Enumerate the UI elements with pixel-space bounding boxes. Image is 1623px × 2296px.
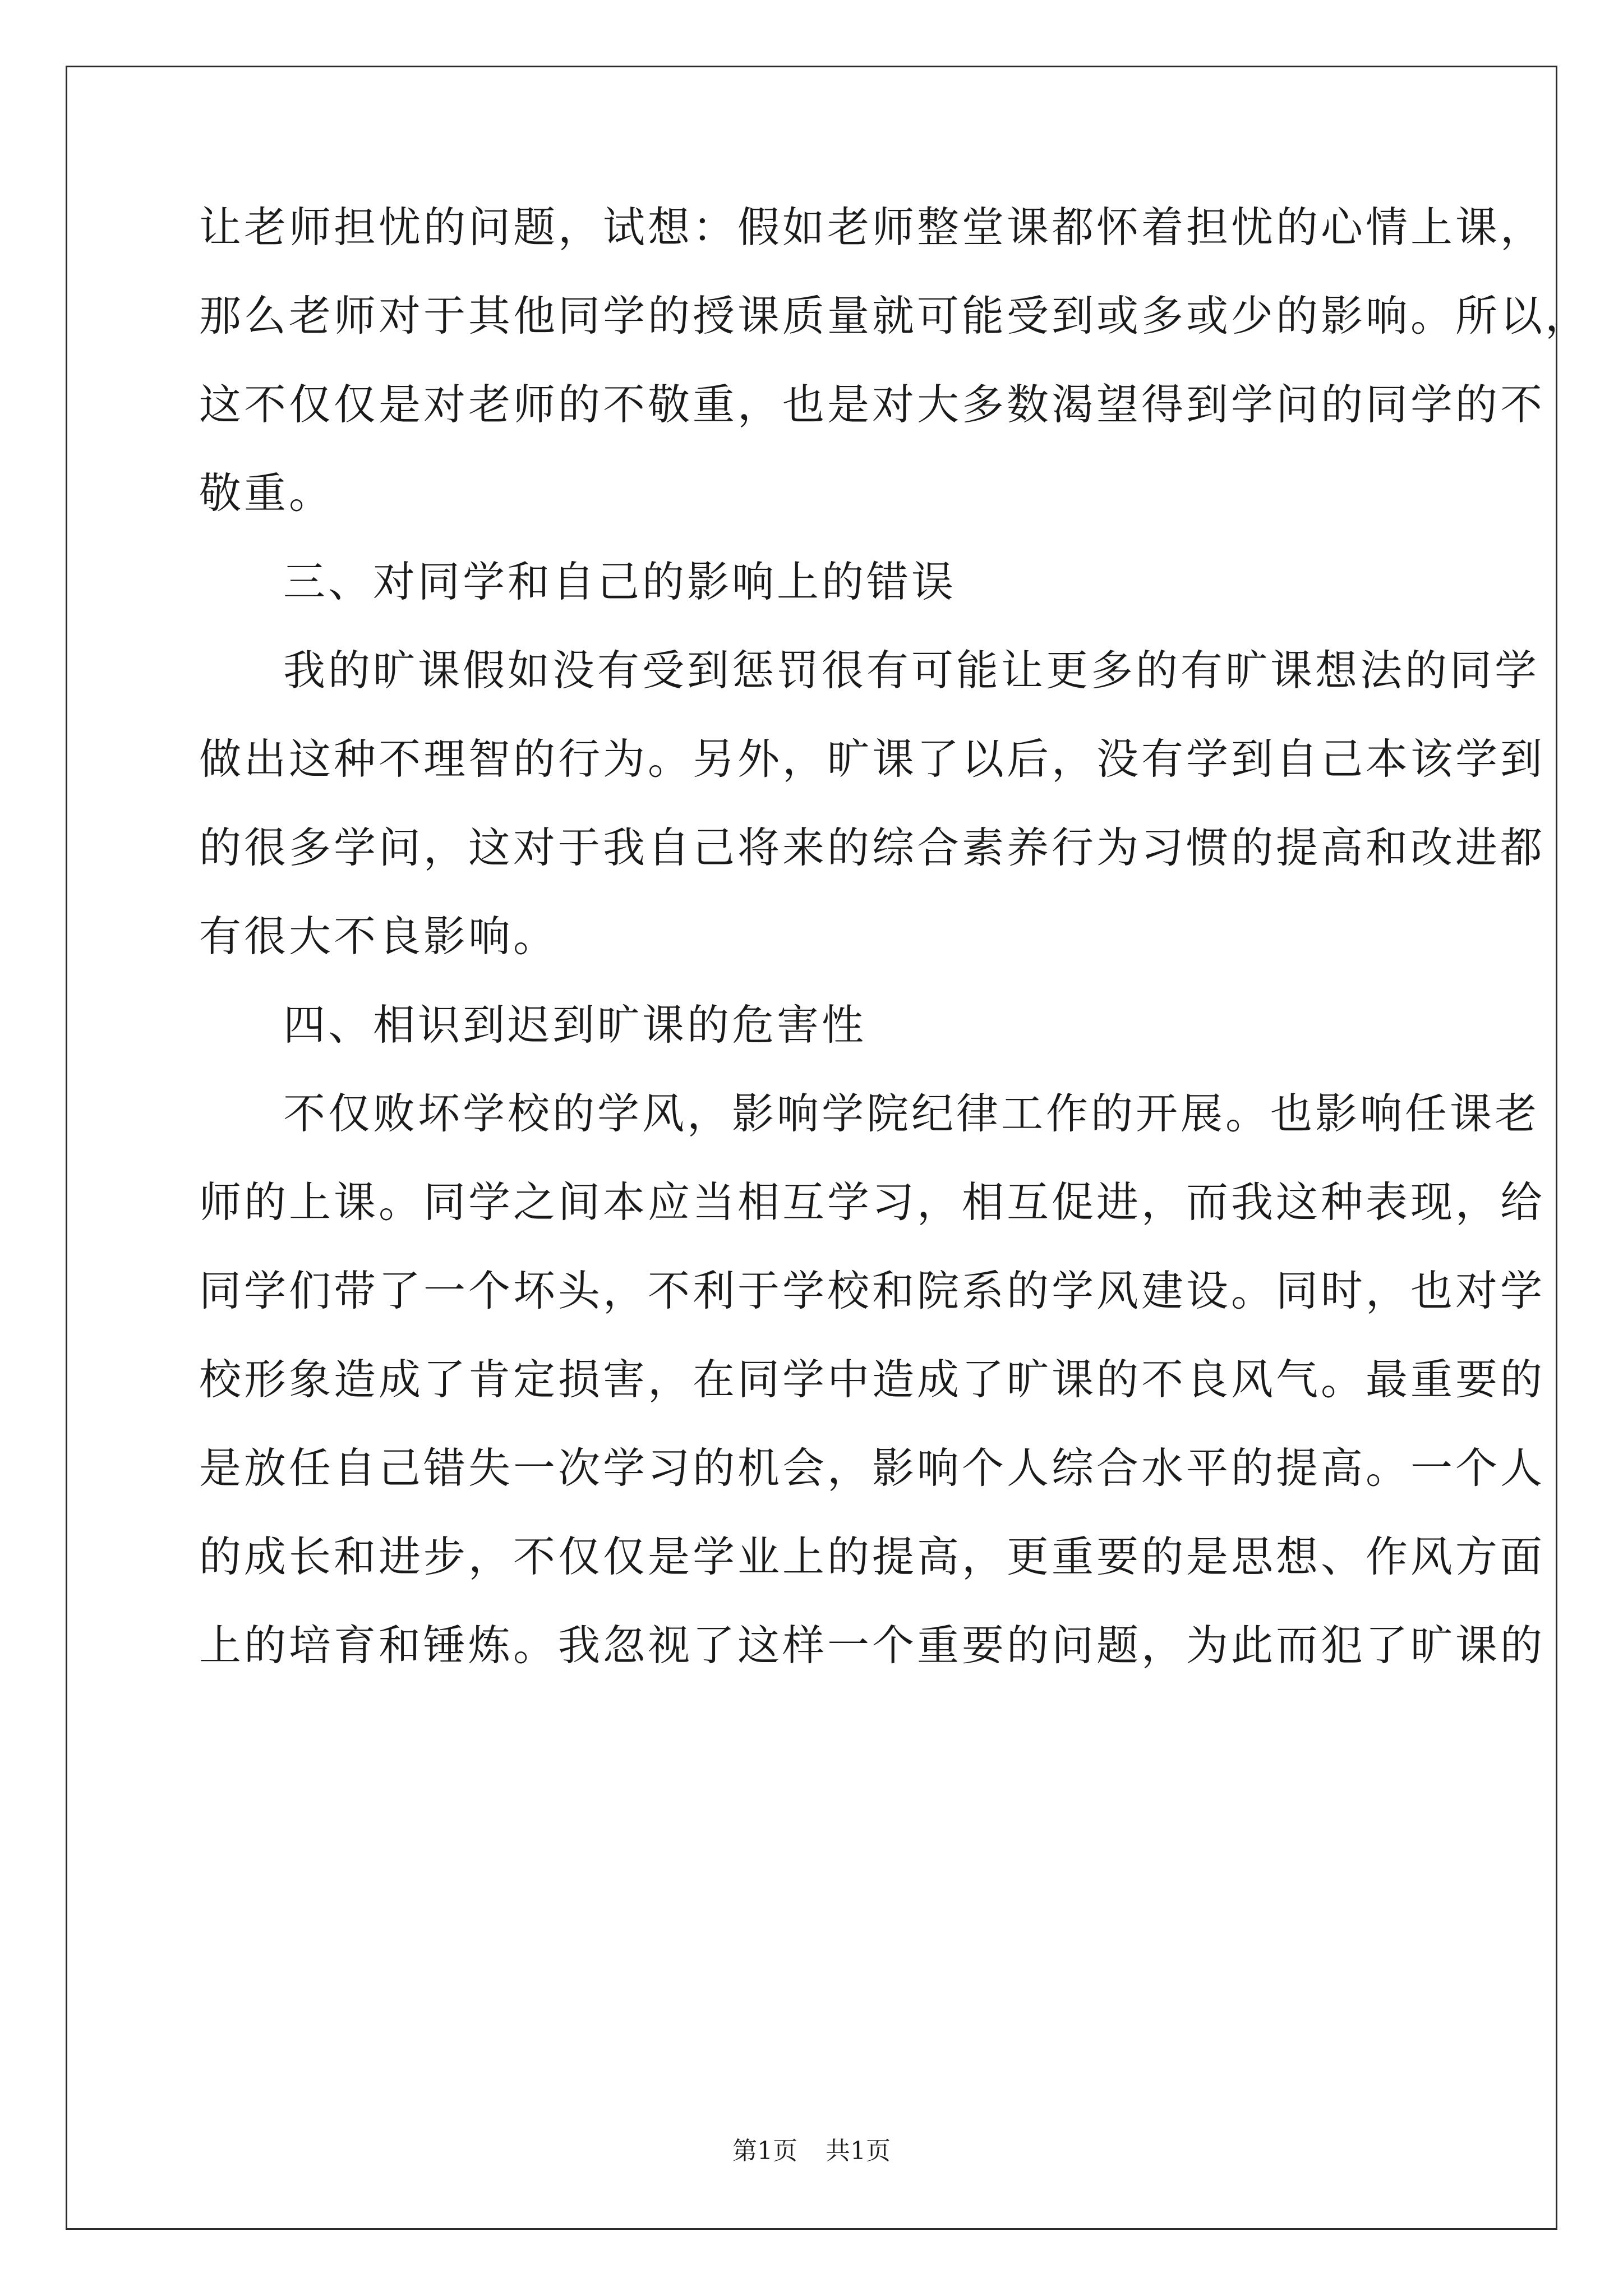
text-line: 是放任自己错失一次学习的机会，影响个人综合水平的提高。一个人: [199, 1443, 1546, 1493]
text-line: 那么老师对于其他同学的授课质量就可能受到或多或少的影响。所以，: [199, 291, 1590, 341]
section-heading: 三、对同学和自己的影响上的错误: [283, 557, 957, 606]
text-line: 上的培育和锤炼。我忽视了这样一个重要的问题，为此而犯了旷课的: [199, 1621, 1546, 1670]
text-line: 的很多学问，这对于我自己将来的综合素养行为习惯的提高和改进都: [199, 823, 1546, 872]
text-line: 师的上课。同学之间本应当相互学习，相互促进，而我这种表现，给: [199, 1177, 1546, 1227]
text-line: 做出这种不理智的行为。另外，旷课了以后，没有学到自己本该学到: [199, 734, 1546, 784]
text-line: 不仅败坏学校的学风，影响学院纪律工作的开展。也影响任课老: [283, 1089, 1540, 1138]
section-heading: 四、相识到迟到旷课的危害性: [283, 1000, 867, 1050]
page-footer: [0, 2134, 1623, 2168]
text-line: 我的旷课假如没有受到惩罚很有可能让更多的有旷课想法的同学: [283, 646, 1540, 695]
page-total: 共1页: [826, 2137, 891, 2165]
text-line: 这不仅仅是对老师的不敬重，也是对大多数渴望得到学问的同学的不: [199, 380, 1546, 429]
text-line: 同学们带了一个坏头，不利于学校和院系的学风建设。同时，也对学: [199, 1266, 1546, 1315]
text-line: 让老师担忧的问题，试想：假如老师整堂课都怀着担忧的心情上课，: [199, 203, 1546, 252]
page-number: 第1页: [732, 2137, 797, 2165]
text-line: 校形象造成了肯定损害，在同学中造成了旷课的不良风气。最重要的: [199, 1355, 1546, 1404]
text-line: 有很大不良影响。: [199, 912, 559, 961]
text-line: 敬重。: [199, 468, 334, 518]
text-line: 的成长和进步，不仅仅是学业上的提高，更重要的是思想、作风方面: [199, 1532, 1546, 1581]
